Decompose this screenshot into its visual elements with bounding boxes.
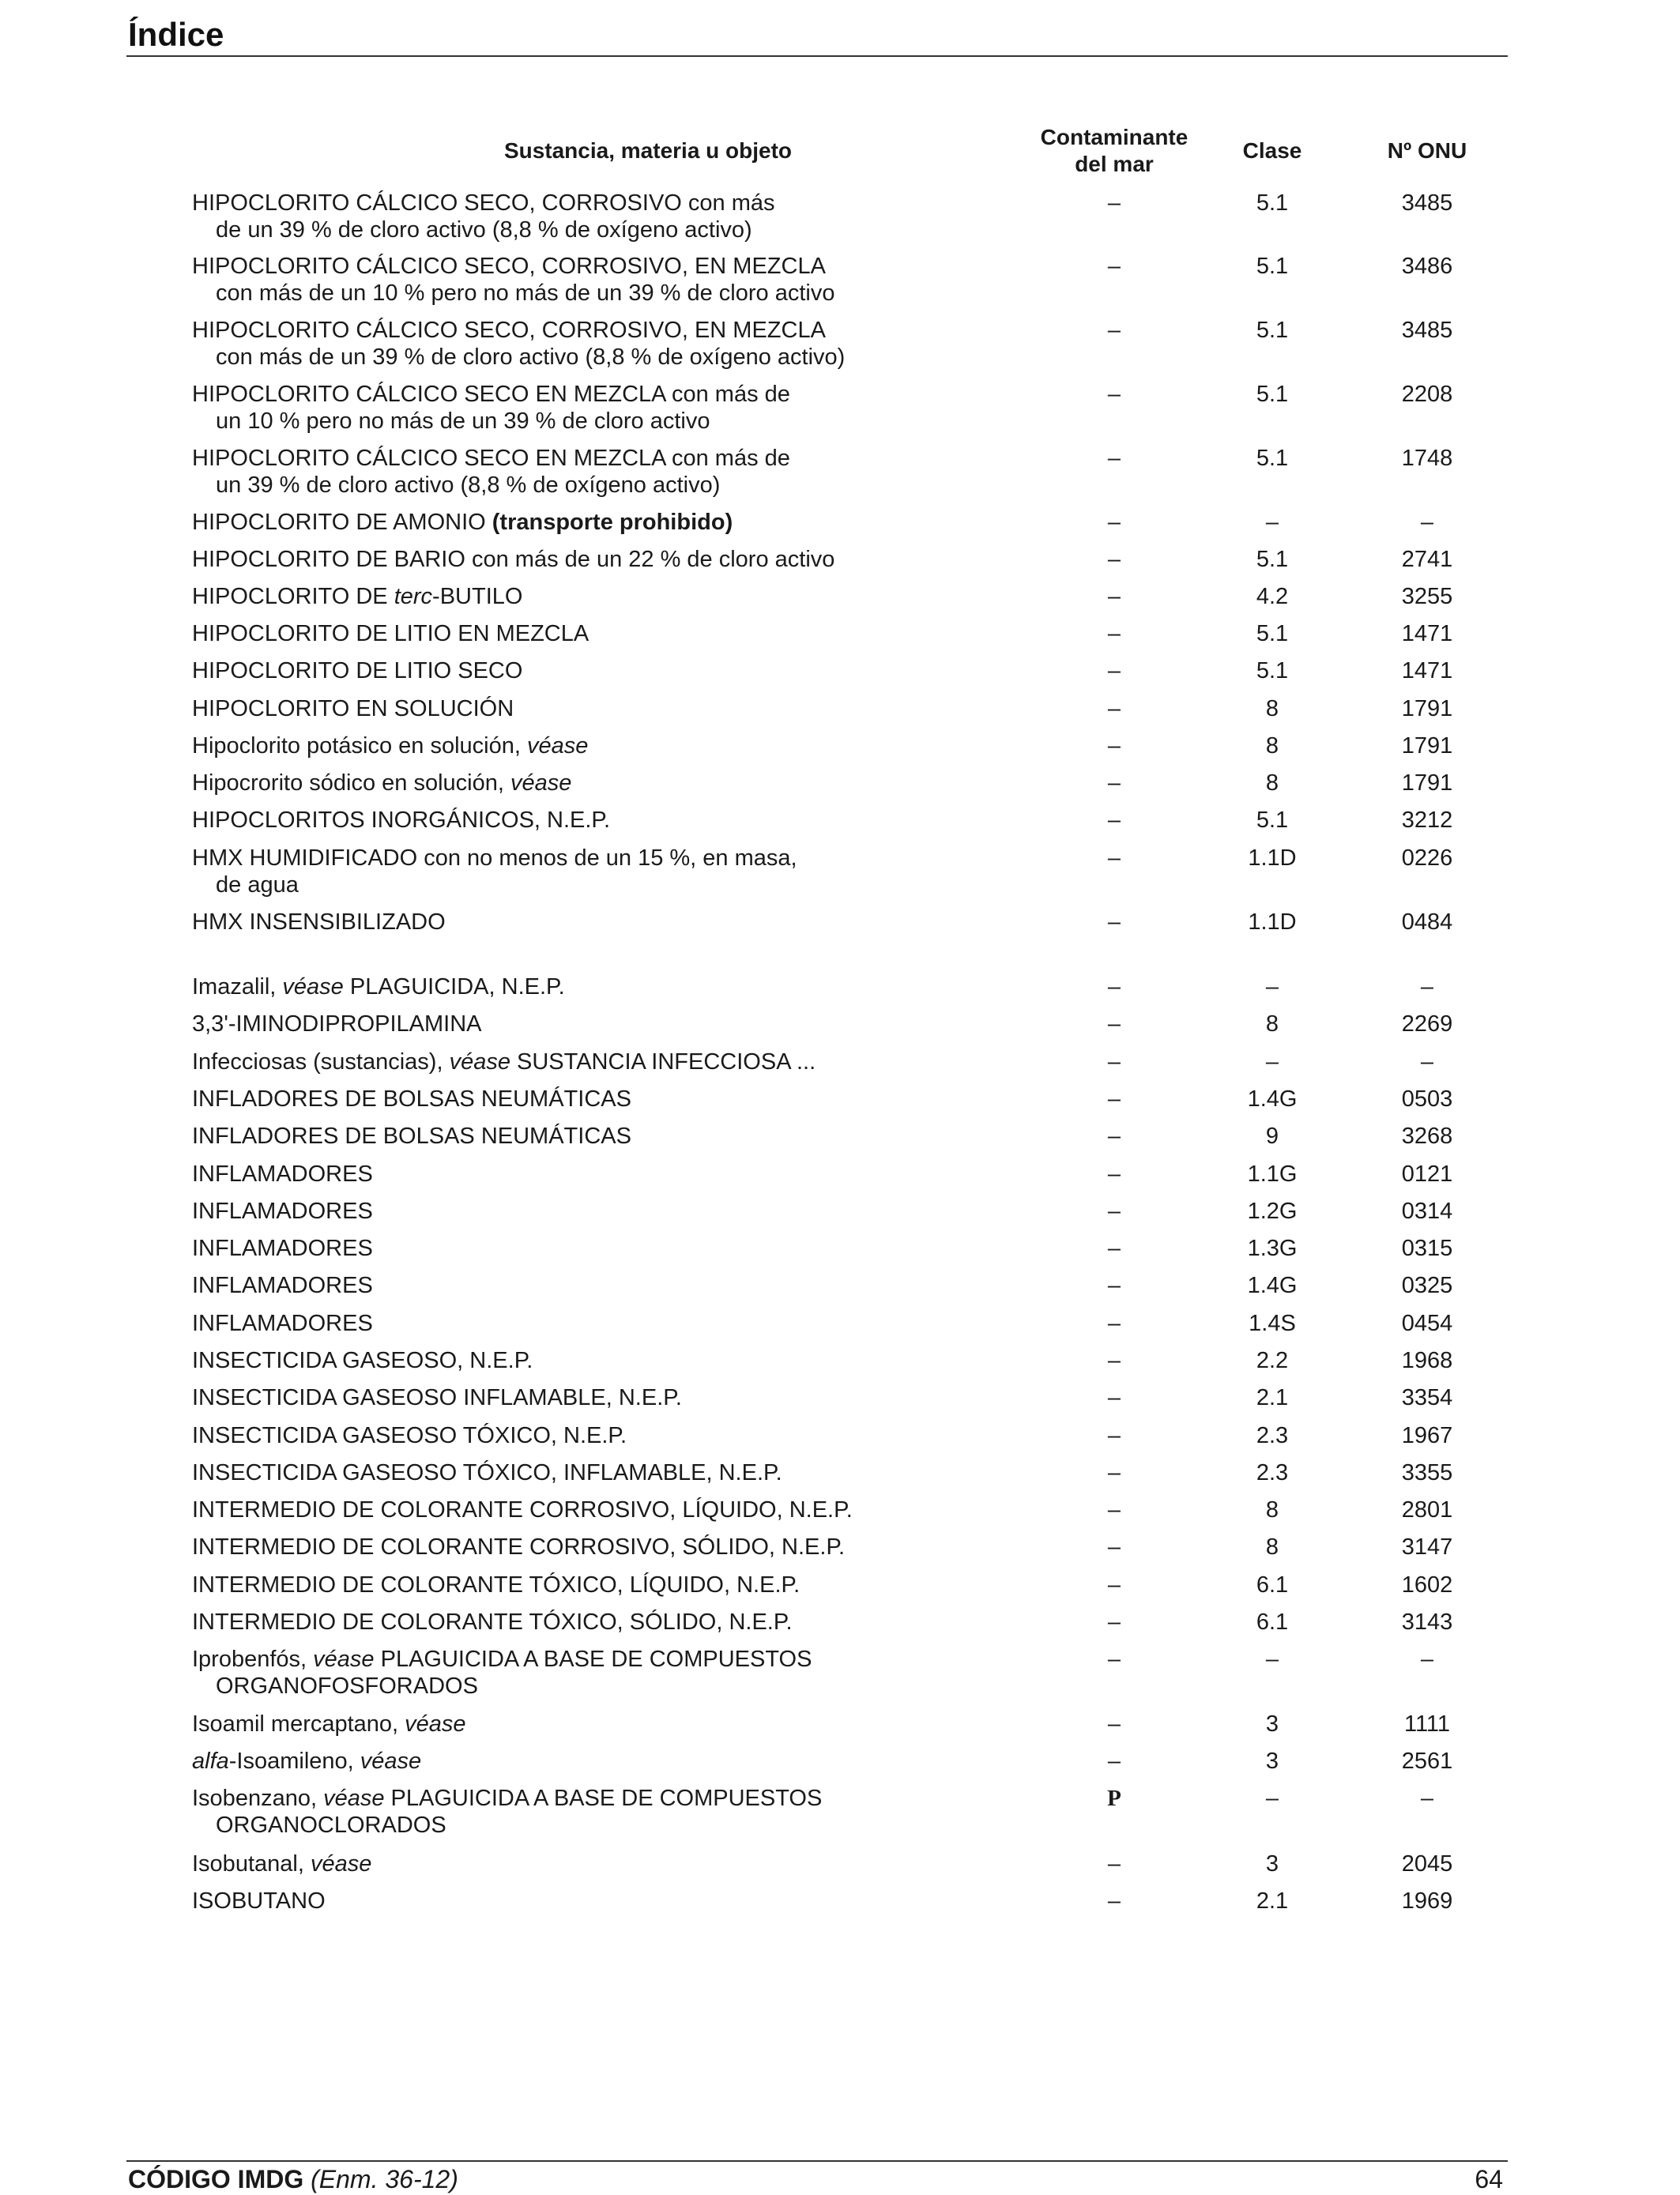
class-cell: 2.1 — [1256, 1888, 1289, 1914]
marine-pollutant-cell: – — [1107, 1572, 1121, 1598]
text-segment: véase — [282, 974, 344, 1000]
marine-pollutant-cell: – — [1107, 547, 1121, 572]
marine-pollutant-cell: – — [1107, 1851, 1121, 1877]
substance-name — [192, 1310, 1061, 1337]
substance-name — [192, 445, 1061, 499]
substance-name-line — [192, 974, 565, 1000]
marine-pollutant-cell: – — [1107, 1049, 1121, 1075]
column-header-un-number: Nº ONU — [1387, 138, 1467, 163]
substance-name-continuation — [192, 216, 1061, 243]
un-number-cell: 1791 — [1401, 696, 1453, 721]
table-row — [0, 1785, 1680, 1839]
substance-name-line — [192, 1851, 371, 1877]
substance-name — [192, 1161, 1061, 1188]
substance-name — [192, 1851, 1061, 1877]
marine-pollutant-cell: – — [1107, 1460, 1121, 1485]
class-cell: 8 — [1265, 1534, 1279, 1560]
un-number-cell: 2269 — [1401, 1011, 1453, 1037]
class-cell: 1.4G — [1247, 1273, 1298, 1298]
text-segment: INSECTICIDA GASEOSO TÓXICO, N.E.P. — [192, 1423, 627, 1448]
substance-name — [192, 1646, 1061, 1700]
substance-name-line — [192, 733, 588, 759]
footer-code-title: CÓDIGO IMDG — [128, 2165, 304, 2193]
class-cell: 8 — [1265, 1497, 1279, 1523]
substance-name-line — [192, 584, 522, 609]
un-number-cell: 1471 — [1401, 621, 1453, 646]
substance-name — [192, 509, 1061, 536]
class-cell: 5.1 — [1256, 382, 1289, 407]
substance-name — [192, 732, 1061, 759]
marine-pollutant-cell: – — [1107, 1124, 1121, 1149]
un-number-cell: 0315 — [1401, 1236, 1453, 1261]
substance-name — [192, 657, 1061, 684]
marine-pollutant-cell: – — [1107, 1888, 1121, 1914]
substance-name — [192, 1235, 1061, 1262]
text-segment: Imazalil, — [192, 974, 283, 1000]
text-segment: HMX INSENSIBILIZADO — [192, 909, 446, 935]
table-row — [0, 1888, 1680, 1941]
marine-pollutant-cell: – — [1107, 1311, 1121, 1336]
class-cell: 1.2G — [1247, 1199, 1298, 1224]
class-cell: 1.4S — [1249, 1311, 1296, 1336]
text-segment: Infecciosas (sustancias), — [192, 1049, 450, 1075]
substance-name — [192, 253, 1061, 307]
substance-name — [192, 1272, 1061, 1299]
substance-name-line — [192, 621, 589, 646]
substance-name-line — [192, 510, 733, 535]
un-number-cell: 3354 — [1401, 1385, 1453, 1410]
text-segment: -BUTILO — [432, 584, 523, 609]
class-cell: 1.4G — [1247, 1086, 1298, 1112]
class-cell: 8 — [1265, 1011, 1279, 1037]
text-segment: INSECTICIDA GASEOSO INFLAMABLE, N.E.P. — [192, 1385, 682, 1410]
class-cell: 5.1 — [1256, 318, 1289, 343]
text-segment: INFLADORES DE BOLSAS NEUMÁTICAS — [192, 1124, 631, 1149]
substance-name — [192, 620, 1061, 647]
substance-name-line — [192, 1786, 822, 1811]
table-row — [0, 845, 1680, 898]
substance-name — [192, 546, 1061, 573]
substance-name — [192, 1049, 1061, 1075]
marine-pollutant-cell: – — [1107, 1348, 1121, 1373]
text-segment: ISOBUTANO — [192, 1888, 326, 1914]
substance-name — [192, 1785, 1061, 1839]
text-segment: HIPOCLORITO EN SOLUCIÓN — [192, 696, 514, 721]
substance-name-line — [192, 1049, 816, 1075]
class-cell: 8 — [1265, 696, 1279, 721]
text-segment: de agua — [216, 872, 299, 898]
substance-name — [192, 1123, 1061, 1150]
un-number-cell: 2208 — [1401, 382, 1453, 407]
text-segment: Hipoclorito potásico en solución, — [192, 733, 527, 759]
text-segment: INTERMEDIO DE COLORANTE CORROSIVO, LÍQUIDO, N.E.P. — [192, 1497, 853, 1523]
text-segment: con más de un 39 % de cloro activo (8,8 % de oxígeno activo) — [216, 344, 846, 370]
marine-pollutant-cell: – — [1107, 254, 1121, 279]
substance-name-continuation — [192, 344, 1061, 371]
page-number: 64 — [1475, 2165, 1503, 2193]
text-segment: HIPOCLORITOS INORGÁNICOS, N.E.P. — [192, 808, 611, 833]
marine-pollutant-cell: – — [1107, 1162, 1121, 1187]
substance-name-line — [192, 1011, 482, 1037]
substance-name — [192, 1609, 1061, 1636]
text-segment: véase — [313, 1647, 375, 1672]
page-title: Índice — [128, 16, 224, 53]
substance-name — [192, 1497, 1061, 1523]
marine-pollutant-cell: – — [1107, 974, 1121, 1000]
marine-pollutant-cell: – — [1107, 733, 1121, 759]
marine-pollutant-cell: – — [1107, 1711, 1121, 1737]
text-segment: INFLAMADORES — [192, 1199, 373, 1224]
marine-pollutant-cell: – — [1107, 1749, 1121, 1774]
class-cell: 5.1 — [1256, 808, 1289, 833]
substance-name-continuation — [192, 1673, 1061, 1700]
un-number-cell: 2801 — [1401, 1497, 1453, 1523]
substance-name-line — [192, 808, 610, 833]
substance-name — [192, 807, 1061, 834]
marine-pollutant-cell: – — [1107, 510, 1121, 535]
text-segment: un 39 % de cloro activo (8,8 % de oxígeno activo) — [216, 473, 721, 498]
footer-code-amendment: (Enm. 36-12) — [311, 2165, 458, 2193]
substance-name-line — [192, 1888, 326, 1914]
text-segment: PLAGUICIDA A BASE DE COMPUESTOS — [384, 1786, 823, 1811]
text-segment: PLAGUICIDA, N.E.P. — [343, 974, 565, 1000]
substance-name-line — [192, 1711, 466, 1737]
substance-name — [192, 845, 1061, 898]
marine-pollutant-cell: P — [1107, 1786, 1121, 1811]
text-segment: SUSTANCIA INFECCIOSA ... — [510, 1049, 816, 1075]
text-segment: -Isoamileno, — [228, 1749, 360, 1774]
substance-name — [192, 190, 1061, 243]
class-cell: 1.1D — [1248, 845, 1297, 871]
substance-name-line — [192, 547, 834, 572]
substance-name-line — [192, 1647, 812, 1672]
class-cell: 2.1 — [1256, 1385, 1289, 1410]
class-cell: 1.3G — [1247, 1236, 1298, 1261]
substance-name — [192, 1459, 1061, 1486]
substance-name — [192, 1572, 1061, 1598]
class-cell: 5.1 — [1256, 658, 1289, 683]
class-cell: 5.1 — [1256, 446, 1289, 471]
text-segment: HIPOCLORITO CÁLCICO SECO EN MEZCLA con más de — [192, 382, 790, 407]
table-row — [0, 1646, 1680, 1700]
text-segment: HIPOCLORITO DE BARIO con más de un 22 % de cloro activo — [192, 547, 835, 572]
marine-pollutant-cell: – — [1107, 318, 1121, 343]
substance-name-line — [192, 1749, 421, 1774]
table-row — [0, 445, 1680, 499]
text-segment: véase — [526, 733, 589, 759]
marine-pollutant-cell: – — [1107, 696, 1121, 721]
substance-name — [192, 1534, 1061, 1561]
un-number-cell: 2045 — [1401, 1851, 1453, 1877]
text-segment: INTERMEDIO DE COLORANTE CORROSIVO, SÓLIDO, N.E.P. — [192, 1534, 846, 1560]
un-number-cell: 1602 — [1401, 1572, 1453, 1598]
class-cell: 3 — [1265, 1851, 1279, 1877]
substance-name — [192, 1422, 1061, 1449]
marine-pollutant-cell: – — [1107, 190, 1121, 216]
text-segment: véase — [510, 770, 572, 796]
substance-name-line — [192, 770, 571, 796]
substance-name — [192, 1086, 1061, 1113]
un-number-cell: 1967 — [1401, 1423, 1453, 1448]
column-header-marine-pollutant-line1: Contaminante — [1040, 125, 1188, 149]
marine-pollutant-cell: – — [1107, 808, 1121, 833]
substance-name-continuation — [192, 472, 1061, 499]
marine-pollutant-cell: – — [1107, 658, 1121, 683]
text-segment: con más de un 10 % pero no más de un 39 % de cloro activo — [216, 280, 835, 306]
text-segment: véase — [449, 1049, 510, 1075]
class-cell: 2.3 — [1256, 1460, 1289, 1485]
table-row — [0, 190, 1680, 243]
text-segment: HMX HUMIDIFICADO con no menos de un 15 %, en masa, — [192, 845, 797, 871]
text-segment: HIPOCLORITO DE LITIO SECO — [192, 658, 523, 683]
substance-name-line — [192, 1124, 631, 1149]
un-number-cell: 1791 — [1401, 733, 1453, 759]
text-segment: HIPOCLORITO DE AMONIO — [192, 510, 492, 535]
un-number-cell: 1471 — [1401, 658, 1453, 683]
substance-name-line — [192, 696, 514, 721]
un-number-cell: – — [1420, 1049, 1434, 1075]
substance-name — [192, 1888, 1061, 1915]
text-segment: HIPOCLORITO DE — [192, 584, 394, 609]
marine-pollutant-cell: – — [1107, 1273, 1121, 1298]
un-number-cell: 0454 — [1401, 1311, 1453, 1336]
substance-name — [192, 381, 1061, 435]
text-segment: INFLAMADORES — [192, 1273, 373, 1298]
text-segment: INTERMEDIO DE COLORANTE TÓXICO, LÍQUIDO, N.E.P. — [192, 1572, 800, 1598]
page-footer — [126, 2160, 1508, 2195]
class-cell: 8 — [1265, 770, 1279, 796]
substance-name-line — [192, 1199, 373, 1224]
class-cell: 8 — [1265, 733, 1279, 759]
column-header-substance: Sustancia, materia u objeto — [503, 138, 793, 163]
class-cell: 4.2 — [1256, 584, 1289, 609]
un-number-cell: 3486 — [1401, 254, 1453, 279]
text-segment: INSECTICIDA GASEOSO, N.E.P. — [192, 1348, 533, 1373]
marine-pollutant-cell: – — [1107, 1086, 1121, 1112]
substance-name-line — [192, 1610, 793, 1635]
marine-pollutant-cell: – — [1107, 909, 1121, 935]
un-number-cell: – — [1420, 1647, 1434, 1672]
un-number-cell: 3268 — [1401, 1124, 1453, 1149]
class-cell: 1.1G — [1247, 1162, 1298, 1187]
substance-name-continuation — [192, 408, 1061, 435]
un-number-cell: 3143 — [1401, 1610, 1453, 1635]
marine-pollutant-cell: – — [1107, 1385, 1121, 1410]
text-segment: 3,3'-IMINODIPROPILAMINA — [192, 1011, 482, 1037]
class-cell: 5.1 — [1256, 547, 1289, 572]
substance-name — [192, 1384, 1061, 1411]
un-number-cell: 0121 — [1401, 1162, 1453, 1187]
un-number-cell: 0484 — [1401, 909, 1453, 935]
substance-name-line — [192, 909, 446, 935]
marine-pollutant-cell: – — [1107, 1011, 1121, 1037]
un-number-cell: 3485 — [1401, 190, 1453, 216]
class-cell: 6.1 — [1256, 1572, 1289, 1598]
text-segment: INSECTICIDA GASEOSO TÓXICO, INFLAMABLE, N.E.P. — [192, 1460, 782, 1485]
marine-pollutant-cell: – — [1107, 1497, 1121, 1523]
un-number-cell: 1748 — [1401, 446, 1453, 471]
substance-name — [192, 770, 1061, 796]
table-row — [0, 253, 1680, 307]
substance-name-line — [192, 1236, 373, 1261]
text-segment: Isoamil mercaptano, — [192, 1711, 405, 1737]
class-cell: 1.1D — [1248, 909, 1297, 935]
column-header-marine-pollutant-line2: del mar — [1075, 152, 1154, 176]
text-segment: HIPOCLORITO CÁLCICO SECO, CORROSIVO con más — [192, 190, 775, 216]
substance-name-line — [192, 254, 826, 279]
substance-name-continuation — [192, 280, 1061, 307]
substance-name-line — [192, 1348, 533, 1373]
class-cell: 3 — [1265, 1749, 1279, 1774]
substance-name — [192, 1711, 1061, 1738]
un-number-cell: – — [1420, 510, 1434, 535]
marine-pollutant-cell: – — [1107, 1236, 1121, 1261]
substance-name — [192, 695, 1061, 722]
text-segment: INFLADORES DE BOLSAS NEUMÁTICAS — [192, 1086, 631, 1112]
substance-name — [192, 973, 1061, 1000]
text-segment: ORGANOCLORADOS — [216, 1813, 446, 1838]
substance-name — [192, 1011, 1061, 1037]
text-segment: PLAGUICIDA A BASE DE COMPUESTOS — [374, 1647, 812, 1672]
substance-name-continuation — [192, 1812, 1061, 1839]
un-number-cell: 0226 — [1401, 845, 1453, 871]
text-segment: véase — [405, 1711, 466, 1737]
un-number-cell: 2561 — [1401, 1749, 1453, 1774]
class-cell: – — [1265, 1786, 1279, 1811]
text-segment: INFLAMADORES — [192, 1311, 373, 1336]
substance-name — [192, 317, 1061, 371]
class-cell: 5.1 — [1256, 621, 1289, 646]
un-number-cell: 3485 — [1401, 318, 1453, 343]
text-segment: HIPOCLORITO CÁLCICO SECO, CORROSIVO, EN MEZCLA — [192, 254, 826, 279]
substance-name-line — [192, 1534, 845, 1560]
un-number-cell: 3212 — [1401, 808, 1453, 833]
text-segment: HIPOCLORITO CÁLCICO SECO EN MEZCLA con más de — [192, 446, 790, 471]
un-number-cell: 0314 — [1401, 1199, 1453, 1224]
class-cell: 5.1 — [1256, 254, 1289, 279]
un-number-cell: 1969 — [1401, 1888, 1453, 1914]
substance-name — [192, 583, 1061, 610]
substance-name — [192, 1347, 1061, 1374]
substance-name-line — [192, 1385, 682, 1410]
text-segment: Hipocrorito sódico en solución, — [192, 770, 510, 796]
text-segment: Isobenzano, — [192, 1786, 324, 1811]
table-row — [0, 909, 1680, 962]
marine-pollutant-cell: – — [1107, 584, 1121, 609]
text-segment: Isobutanal, — [192, 1851, 311, 1877]
substance-name-line — [192, 1497, 853, 1523]
text-segment: INFLAMADORES — [192, 1162, 373, 1187]
table-row — [0, 317, 1680, 371]
text-segment: terc — [394, 584, 433, 609]
text-segment: véase — [310, 1851, 372, 1877]
text-segment: un 10 % pero no más de un 39 % de cloro activo — [216, 409, 710, 434]
marine-pollutant-cell: – — [1107, 1647, 1121, 1672]
text-segment: INFLAMADORES — [192, 1236, 373, 1261]
un-number-cell: 2741 — [1401, 547, 1453, 572]
un-number-cell: – — [1420, 1786, 1434, 1811]
class-cell: – — [1265, 1647, 1279, 1672]
substance-name-line — [192, 446, 790, 471]
un-number-cell: 1791 — [1401, 770, 1453, 796]
text-segment: véase — [360, 1749, 422, 1774]
text-segment: HIPOCLORITO DE LITIO EN MEZCLA — [192, 621, 590, 646]
un-number-cell: 3147 — [1401, 1534, 1453, 1560]
un-number-cell: 3255 — [1401, 584, 1453, 609]
class-cell: – — [1265, 974, 1279, 1000]
un-number-cell: – — [1420, 974, 1434, 1000]
text-segment: alfa — [192, 1749, 229, 1774]
substance-name-line — [192, 1162, 373, 1187]
column-header-class: Clase — [1242, 138, 1302, 163]
text-segment: véase — [323, 1786, 385, 1811]
text-segment: ORGANOFOSFORADOS — [216, 1674, 478, 1699]
substance-name-line — [192, 190, 775, 216]
table-row — [0, 381, 1680, 435]
footer-code — [128, 2165, 458, 2194]
text-segment: HIPOCLORITO CÁLCICO SECO, CORROSIVO, EN MEZCLA — [192, 318, 826, 343]
un-number-cell: 1968 — [1401, 1348, 1453, 1373]
un-number-cell: 0325 — [1401, 1273, 1453, 1298]
marine-pollutant-cell: – — [1107, 1610, 1121, 1635]
marine-pollutant-cell: – — [1107, 1423, 1121, 1448]
marine-pollutant-cell: – — [1107, 621, 1121, 646]
marine-pollutant-cell: – — [1107, 382, 1121, 407]
class-cell: 5.1 — [1256, 190, 1289, 216]
class-cell: 2.3 — [1256, 1423, 1289, 1448]
class-cell: 9 — [1265, 1124, 1279, 1149]
substance-name-line — [192, 382, 790, 407]
substance-name-line — [192, 1572, 800, 1598]
marine-pollutant-cell: – — [1107, 1199, 1121, 1224]
marine-pollutant-cell: – — [1107, 770, 1121, 796]
text-segment: (transporte prohibido) — [492, 510, 733, 535]
substance-name-line — [192, 1311, 373, 1336]
substance-name-line — [192, 1423, 627, 1448]
substance-name-line — [192, 845, 797, 871]
substance-name-continuation — [192, 872, 1061, 898]
substance-name — [192, 909, 1061, 936]
class-cell: 2.2 — [1256, 1348, 1289, 1373]
class-cell: – — [1265, 510, 1279, 535]
substance-name-line — [192, 1460, 782, 1485]
text-segment: de un 39 % de cloro activo (8,8 % de oxígeno activo) — [216, 217, 752, 243]
un-number-cell: 1111 — [1403, 1711, 1451, 1737]
marine-pollutant-cell: – — [1107, 446, 1121, 471]
text-segment: INTERMEDIO DE COLORANTE TÓXICO, SÓLIDO, N.E.P. — [192, 1610, 793, 1635]
substance-name-line — [192, 1086, 631, 1112]
substance-name-line — [192, 318, 826, 343]
class-cell: – — [1265, 1049, 1279, 1075]
un-number-cell: 0503 — [1401, 1086, 1453, 1112]
substance-name-line — [192, 658, 522, 683]
marine-pollutant-cell: – — [1107, 845, 1121, 871]
substance-name — [192, 1198, 1061, 1225]
substance-name — [192, 1748, 1061, 1775]
un-number-cell: 3355 — [1401, 1460, 1453, 1485]
marine-pollutant-cell: – — [1107, 1534, 1121, 1560]
text-segment: Iprobenfós, — [192, 1647, 314, 1672]
class-cell: 3 — [1265, 1711, 1279, 1737]
substance-name-line — [192, 1273, 373, 1298]
class-cell: 6.1 — [1256, 1610, 1289, 1635]
